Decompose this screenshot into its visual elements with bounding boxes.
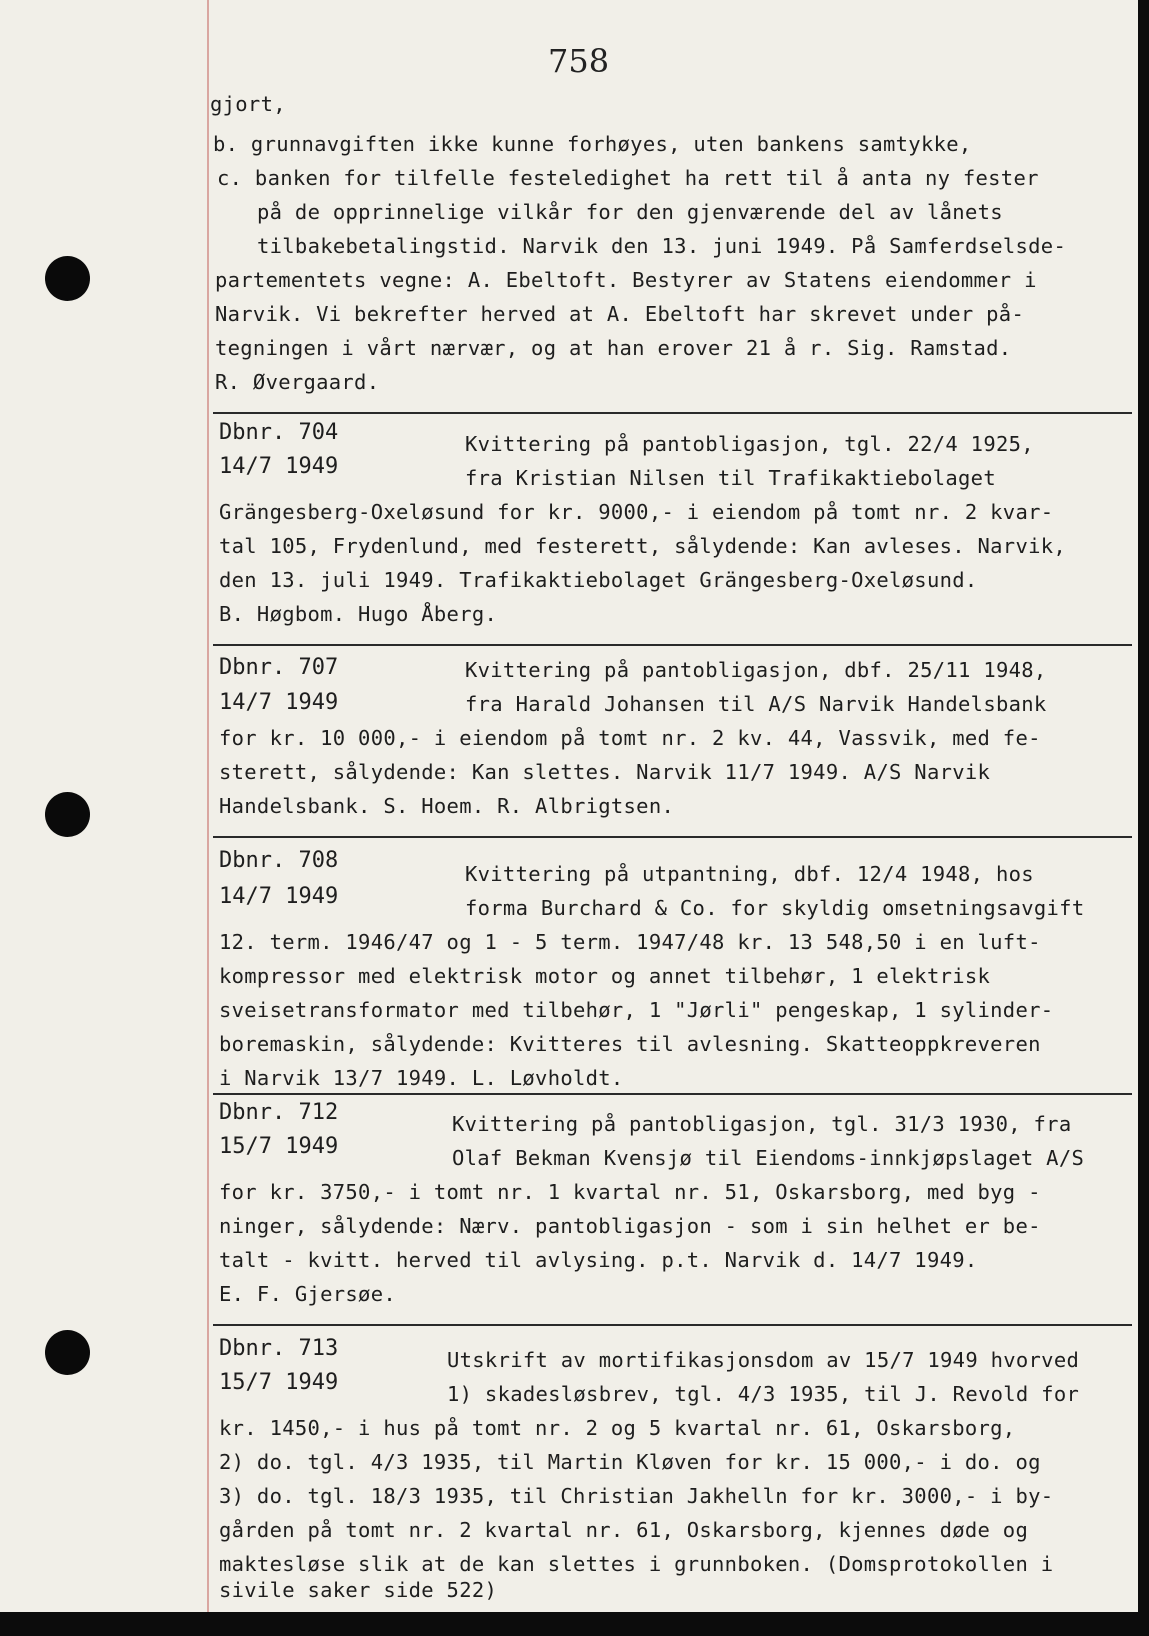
entry-divider <box>213 412 1132 414</box>
text-line: i Narvik 13/7 1949. L. Løvholdt. <box>219 1066 624 1090</box>
text-line: forma Burchard & Co. for skyldig omsetningsavgift <box>465 896 1085 920</box>
entry-date: 15/7 1949 <box>219 1370 339 1395</box>
text-line: for kr. 10 000,- i eiendom på tomt nr. 2 kv. 44, Vassvik, med fe- <box>219 726 1041 750</box>
text-line: 12. term. 1946/47 og 1 - 5 term. 1947/48 kr. 13 548,50 i en luft- <box>219 930 1041 954</box>
text-line: b. grunnavgiften ikke kunne forhøyes, uten bankens samtykke, <box>213 132 972 156</box>
text-line: kr. 1450,- i hus på tomt nr. 2 og 5 kvartal nr. 61, Oskarsborg, <box>219 1416 1016 1440</box>
text-line: Utskrift av mortifikasjonsdom av 15/7 1949 hvorved <box>447 1348 1080 1372</box>
entry-number: Dbnr. 708 <box>219 848 339 873</box>
text-line: gården på tomt nr. 2 kvartal nr. 61, Oskarsborg, kjennes døde og <box>219 1518 1029 1542</box>
text-line: E. F. Gjersøe. <box>219 1282 396 1306</box>
text-line: gjort, <box>210 92 286 116</box>
entry-date: 14/7 1949 <box>219 690 339 715</box>
entry-date: 15/7 1949 <box>219 1134 339 1159</box>
text-line: talt - kvitt. herved til avlysing. p.t. Narvik d. 14/7 1949. <box>219 1248 978 1272</box>
entry-number: Dbnr. 713 <box>219 1336 339 1361</box>
margin-line <box>207 0 209 1612</box>
text-line: partementets vegne: A. Ebeltoft. Bestyrer av Statens eiendommer i <box>215 268 1037 292</box>
text-line: på de opprinnelige vilkår for den gjenværende del av lånets <box>257 200 1003 224</box>
text-line: boremaskin, sålydende: Kvitteres til avlesning. Skatteoppkreveren <box>219 1032 1041 1056</box>
entry-divider <box>213 1324 1132 1326</box>
punch-hole-middle <box>45 792 90 837</box>
text-line: Handelsbank. S. Hoem. R. Albrigtsen. <box>219 794 675 818</box>
text-line: sterett, sålydende: Kan slettes. Narvik 11/7 1949. A/S Narvik <box>219 760 991 784</box>
punch-hole-top <box>45 256 90 301</box>
text-line: fra Kristian Nilsen til Trafikaktiebolaget <box>465 466 996 490</box>
text-line: tilbakebetalingstid. Narvik den 13. juni 1949. På Samferdselsde- <box>257 234 1067 258</box>
text-line: for kr. 3750,- i tomt nr. 1 kvartal nr. 51, Oskarsborg, med byg - <box>219 1180 1041 1204</box>
entry-number: Dbnr. 707 <box>219 655 339 680</box>
entry-number: Dbnr. 704 <box>219 420 339 445</box>
text-line: sivile saker side 522) <box>219 1578 498 1602</box>
text-line: 3) do. tgl. 18/3 1935, til Christian Jakhelln for kr. 3000,- i by- <box>219 1484 1054 1508</box>
text-line: Kvittering på utpantning, dbf. 12/4 1948, hos <box>465 862 1034 886</box>
text-line: 1) skadesløsbrev, tgl. 4/3 1935, til J. Revold for <box>447 1382 1080 1406</box>
text-line: R. Øvergaard. <box>215 370 380 394</box>
entry-divider <box>213 836 1132 838</box>
text-line: maktesløse slik at de kan slettes i grunnboken. (Domsprotokollen i <box>219 1552 1054 1576</box>
text-line: ninger, sålydende: Nærv. pantobligasjon - som i sin helhet er be- <box>219 1214 1041 1238</box>
text-line: sveisetransformator med tilbehør, 1 "Jørli" pengeskap, 1 sylinder- <box>219 998 1054 1022</box>
text-line: kompressor med elektrisk motor og annet tilbehør, 1 elektrisk <box>219 964 991 988</box>
entry-number: Dbnr. 712 <box>219 1100 339 1125</box>
entry-date: 14/7 1949 <box>219 884 339 909</box>
page-number: 758 <box>548 42 610 80</box>
text-line: Grängesberg-Oxeløsund for kr. 9000,- i eiendom på tomt nr. 2 kvar- <box>219 500 1054 524</box>
text-line: den 13. juli 1949. Trafikaktiebolaget Grängesberg-Oxeløsund. <box>219 568 978 592</box>
text-line: Kvittering på pantobligasjon, tgl. 22/4 1925, <box>465 432 1034 456</box>
text-line: B. Høgbom. Hugo Åberg. <box>219 602 498 626</box>
entry-divider <box>213 1093 1132 1095</box>
entry-divider <box>213 644 1132 646</box>
entry-date: 14/7 1949 <box>219 454 339 479</box>
text-line: Kvittering på pantobligasjon, tgl. 31/3 1930, fra <box>452 1112 1072 1136</box>
text-line: c. banken for tilfelle festeledighet ha rett til å anta ny fester <box>217 166 1039 190</box>
text-line: Olaf Bekman Kvensjø til Eiendoms-innkjøpslaget A/S <box>452 1146 1085 1170</box>
text-line: tegningen i vårt nærvær, og at han erover 21 å r. Sig. Ramstad. <box>215 336 1012 360</box>
text-line: Kvittering på pantobligasjon, dbf. 25/11 1948, <box>465 658 1047 682</box>
punch-hole-bottom <box>45 1330 90 1375</box>
text-line: Narvik. Vi bekrefter herved at A. Ebeltoft har skrevet under på- <box>215 302 1025 326</box>
text-line: fra Harald Johansen til A/S Narvik Handelsbank <box>465 692 1047 716</box>
text-line: tal 105, Frydenlund, med festerett, sålydende: Kan avleses. Narvik, <box>219 534 1067 558</box>
text-line: 2) do. tgl. 4/3 1935, til Martin Kløven for kr. 15 000,- i do. og <box>219 1450 1041 1474</box>
